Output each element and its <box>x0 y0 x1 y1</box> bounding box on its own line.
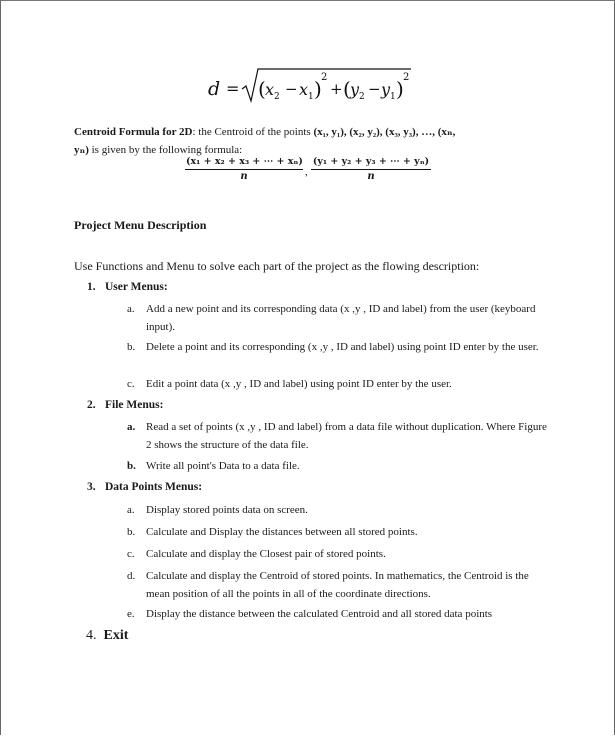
svg-text:(: ( <box>343 77 351 101</box>
svg-text:): ) <box>396 77 404 101</box>
svg-text:): ) <box>314 77 322 101</box>
list-item: e. Display the distance between the calculated Centroid and all stored data points <box>127 608 493 620</box>
exit-item: 4. Exit <box>86 628 129 643</box>
centroid-points: (x₁, y₁), (x₂, y₂), (x₃, y₃), …, (xₙ, <box>313 126 456 138</box>
formula-lhs: d <box>208 78 221 100</box>
x-fraction <box>185 156 303 182</box>
formula-y1: y <box>381 80 391 99</box>
formula-x1: x <box>299 80 309 99</box>
svg-text:2: 2 <box>403 72 410 83</box>
list-item: d. Calculate and display the Centroid of stored points. In mathematics, the Centroid is the mean position of all the points in all of the coordinate directions. <box>127 570 529 600</box>
formula-y2: y <box>350 80 360 99</box>
menu-heading: 2. File Menus: <box>87 399 164 411</box>
list-item: a. Add a new point and its corresponding data (x ,y , ID and label) from the user (keyboard input). <box>127 303 536 333</box>
svg-text:−: − <box>285 80 298 98</box>
centroid-formula: $\frac{\text{(x₁ + x₂ + x₃ + ⋯ + xₙ)}}{n}$ , $\frac{\text{(y₁ + y₂ + y₃ + ⋯ + yₙ)}}{n}$ <box>186 156 430 182</box>
formula-x2: x <box>265 80 275 99</box>
y-denominator: n <box>367 171 375 182</box>
list-item: b. Calculate and Display the distances between all stored points. <box>127 526 418 538</box>
svg-text:2: 2 <box>359 92 365 102</box>
list-item: c. Edit a point data (x ,y , ID and label) using point ID enter by the user. <box>127 378 452 390</box>
x-numerator: (x₁ + x₂ + x₃ + ⋯ + xₙ) <box>185 156 303 170</box>
list-item: b. Write all point's Data to a data file. <box>127 460 300 472</box>
list-item: b. Delete a point and its corresponding (x ,y , ID and label) using point ID enter by the user. <box>127 341 539 353</box>
svg-text:2: 2 <box>321 72 328 83</box>
svg-text:1: 1 <box>308 92 314 102</box>
y-fraction <box>311 156 431 182</box>
project-intro: Use Functions and Menu to solve each part of the project as the flowing description: <box>74 259 480 273</box>
centroid-title: Centroid Formula for 2D <box>74 126 193 138</box>
svg-text:+: + <box>330 80 343 98</box>
y-numerator: (y₁ + y₂ + y₃ + ⋯ + yₙ) <box>311 156 431 170</box>
x-denominator: n <box>240 171 248 182</box>
svg-text:(: ( <box>258 77 266 101</box>
list-item: a. Display stored points data on screen. <box>127 504 308 516</box>
menu-heading: 1. User Menus: <box>87 281 168 293</box>
svg-text:−: − <box>368 80 381 98</box>
svg-text:1: 1 <box>390 92 396 102</box>
distance-formula <box>206 65 416 107</box>
svg-text:2: 2 <box>274 92 280 102</box>
list-item: a. Read a set of points (x ,y , ID and label) from a data file without duplication. Where Figure 2 shows the structure of the data file. <box>127 421 547 451</box>
list-item: c. Calculate and display the Closest pair of stored points. <box>127 548 386 560</box>
project-heading: Project Menu Description <box>74 218 207 232</box>
formula-equals: = <box>226 79 240 98</box>
centroid-description: Centroid Formula for 2D: the Centroid of the points (x₁, y₁), (x₂, y₂), (x₃, y₃), …, (xₙ, yₙ) is given by the following formula: <box>74 126 456 156</box>
menu-heading: 3. Data Points Menus: <box>87 481 203 493</box>
